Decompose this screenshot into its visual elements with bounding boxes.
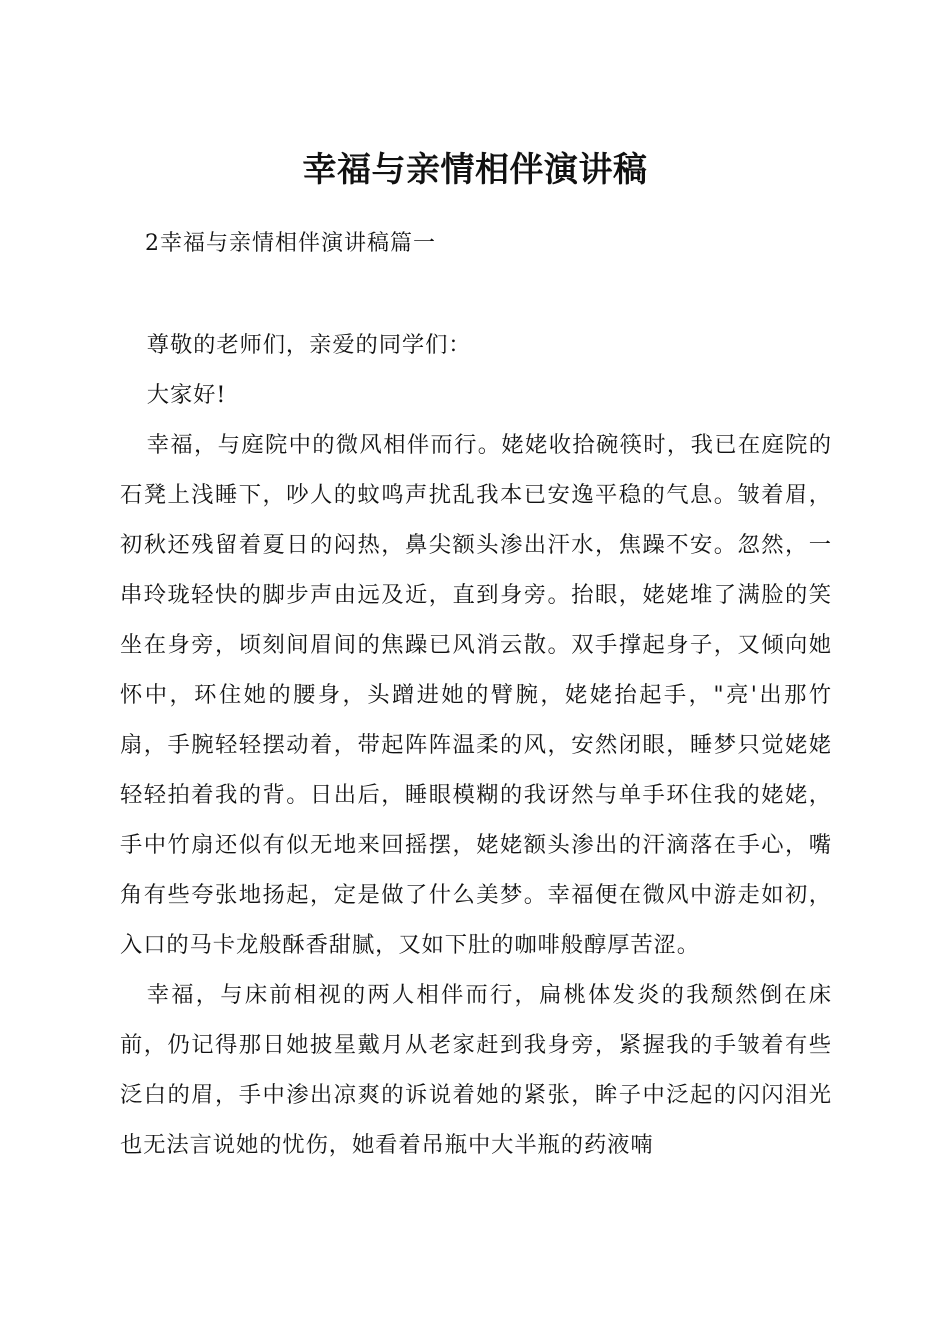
- body-paragraph: 幸福，与床前相视的两人相伴而行，扁桃体发炎的我颓然倒在床前，仍记得那日她披星戴月从老家赶到我身旁，紧握我的手皱着有些泛白的眉，手中渗出凉爽的诉说着她的紧张，眸子中泛起的闪闪泪光也无法言说她的忧伤，她看着吊瓶中大半瓶的药液喃: [120, 982, 832, 1158]
- document-body: [120, 320, 832, 1170]
- greeting-paragraph: 大家好!: [146, 382, 227, 408]
- document-subtitle: 2幸福与亲情相伴演讲稿篇一: [145, 231, 436, 256]
- document-title: 幸福与亲情相伴演讲稿: [302, 150, 648, 190]
- body-paragraph: 幸福，与庭院中的微风相伴而行。姥姥收拾碗筷时，我已在庭院的石凳上浅睡下，吵人的蚊鸣声扰乱我本已安逸平稳的气息。皱着眉，初秋还残留着夏日的闷热，鼻尖额头渗出汗水，焦躁不安。忽然，一串玲珑轻快的脚步声由远及近，直到身旁。抬眼，姥姥堆了满脸的笑坐在身旁，顷刻间眉间的焦躁已风消云散。双手撑起身子，又倾向她怀中，环住她的腰身，头蹭进她的臂腕，姥姥抬起手，"亮'出那竹扇，手腕轻轻摆动着，带起阵阵温柔的风，安然闭眼，睡梦只觉姥姥轻轻拍着我的背。日出后，睡眼模糊的我讶然与单手环住我的姥姥，手中竹扇还似有似无地来回摇摆，姥姥额头渗出的汗滴落在手心，嘴角有些夸张地扬起，定是做了什么美梦。幸福便在微风中游走如初，入口的马卡龙般酥香甜腻，又如下肚的咖啡般醇厚苦涩。: [120, 432, 832, 958]
- salutation-paragraph: 尊敬的老师们，亲爱的同学们：: [146, 332, 472, 358]
